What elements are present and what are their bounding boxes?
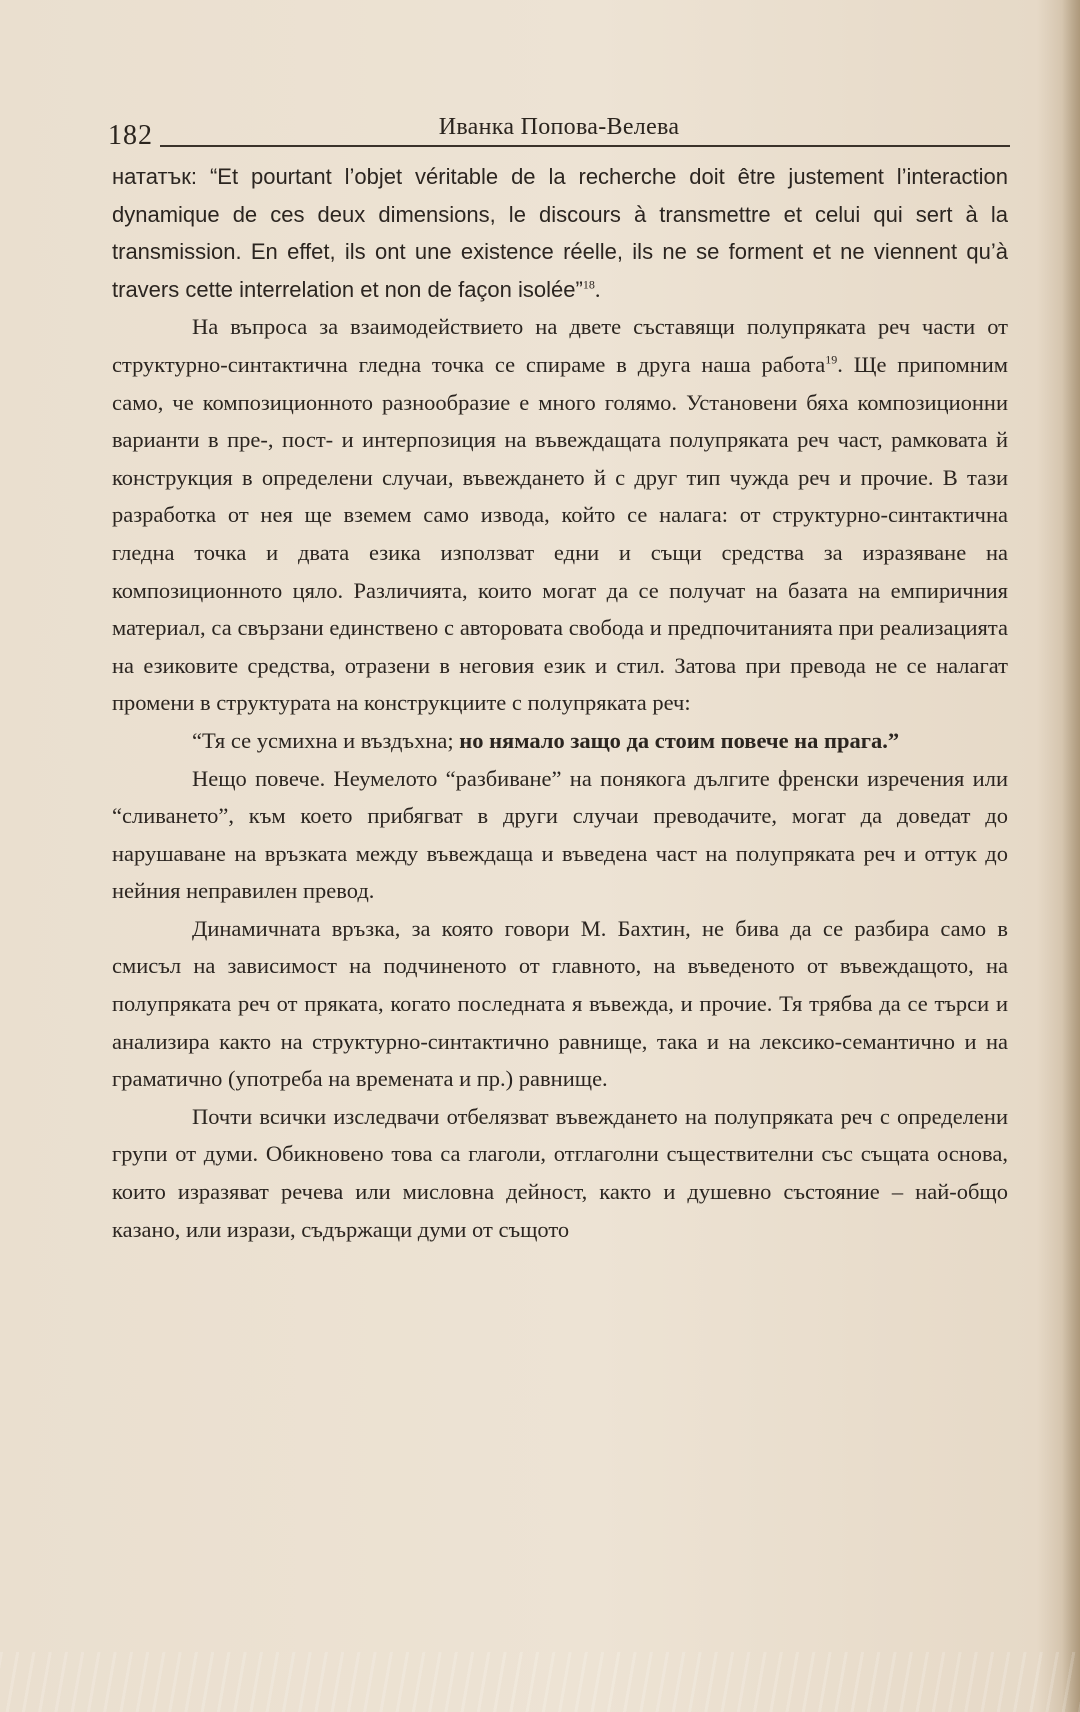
body-text bbox=[112, 158, 1008, 1248]
paragraph-2 bbox=[112, 308, 1008, 722]
page-header bbox=[108, 112, 1010, 151]
paragraph-5: Динамичната връзка, за която говори М. Бахтин, не бива да се разбира само в смисъл на зависимост на подчиненото от главното, на въведеното от въвеждащото, на полупряката реч от пряката, когато последната я въвежда, и прочие. Тя трябва да се търси и анализира както на структурно-синтактично равнище, така и на лексико-семантично и на граматично (употреба на времената и пр.) равнище. bbox=[112, 915, 1008, 1092]
page-edge-shadow bbox=[1062, 0, 1080, 1712]
footnote-ref-18[interactable]: 18 bbox=[582, 277, 595, 292]
example-quote bbox=[112, 722, 1008, 760]
running-head: Иванка Попова-Велева bbox=[438, 114, 680, 140]
footnote-ref-19[interactable]: 19 bbox=[825, 352, 838, 367]
page-number: 182 bbox=[108, 120, 153, 151]
french-quote-text: нататък: “Et pourtant l’objet véritable de la recherche doit être justement l’interaction dynamique de ces deux dimensions, le discours à transmettre et celui qui sert à la transmission. En effet, ils ont une existence réelle, ils ne se forment et ne viennent qu’à travers cette interrelation et non de façon isolée” bbox=[112, 164, 1008, 302]
paragraph-2-part-1: На въпроса за взаимодействието на двете съставящи полупряката реч части от структурно-синтактична гледна точка се спираме в друга наша работа bbox=[112, 314, 1008, 377]
paragraph-french-quote bbox=[112, 158, 1008, 308]
scan-texture bbox=[0, 1652, 1080, 1712]
french-quote-end: . bbox=[594, 276, 601, 302]
example-quote-normal: “Тя се усмихна и въздъхна; bbox=[192, 727, 460, 753]
paragraph-6: Почти всички изследвачи отбелязват въвеждането на полупряката реч с определени групи от думи. Обикновено това са глаголи, отглаголни съществителни със същата основа, които изразяват речева или мисловна дейност, както и душевно състояние – най-общо казано, или изрази, съдържащи думи от същото bbox=[112, 1103, 1008, 1242]
header-rule bbox=[160, 145, 1010, 147]
example-quote-bold: но нямало защо да стоим повече на прага.” bbox=[459, 727, 900, 753]
paragraph-4: Нещо повече. Неумелото “разбиване” на понякога дългите френски изречения или “сливането”, към което прибягват в други случаи преводачите, могат да доведат до нарушаване на връзката между въвеждаща и въведена част на полупряката реч и оттук до нейния неправилен превод. bbox=[112, 765, 1008, 904]
paragraph-2-part-2: . Ще припомним само, че композиционното разнообразие е много голямо. Установени бяха композиционни варианти в пре-, пост- и интерпозиция на въвеждащата полупряката реч част, рамковата й конструкция в определени случаи, въвеждането й с друг тип чужда реч и прочие. В тази разработка от нея ще вземем само извода, който се налага: от структурно-синтактична гледна точка и двата езика използват едни и същи средства за изразяване на композиционното цяло. Различията, които могат да се получат на базата на емпиричния материал, са свързани единствено с авторовата свобода и предпочитанията при реализацията на езиковите средства, отразени в неговия език и стил. Затова при превода не се налагат промени в структурата на конструкциите с полупряката реч: bbox=[112, 351, 1009, 716]
